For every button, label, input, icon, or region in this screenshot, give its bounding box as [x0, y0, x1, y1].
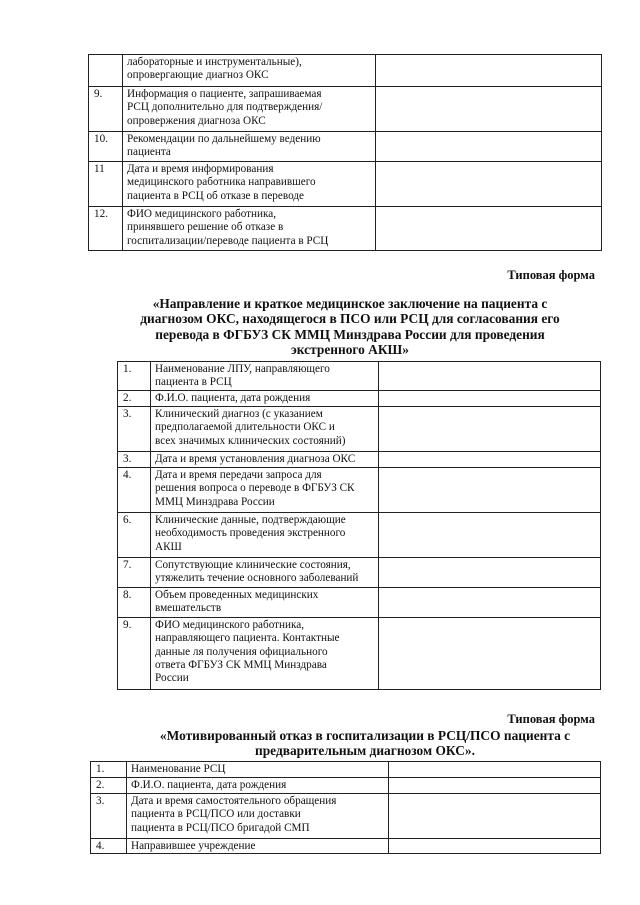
row-number: 4. — [118, 467, 151, 512]
row-value-cell[interactable] — [379, 557, 601, 587]
row-value-cell[interactable] — [376, 55, 602, 87]
table-continuation — [88, 54, 602, 251]
table-row — [91, 778, 601, 794]
row-value-cell[interactable] — [379, 617, 601, 689]
row-label: Дата и время передачи запроса для решения вопроса о переводе в ФГБУЗ СК ММЦ Минздрава России — [151, 467, 379, 512]
row-label: Дата и время информирования медицинского работника направившего пациента в РСЦ об отказе в переводе — [123, 162, 376, 207]
row-label: ФИО медицинского работника, принявшего решение об отказе в госпитализации/переводе пациента в РСЦ — [123, 207, 376, 251]
row-number: 3. — [91, 794, 127, 839]
row-label: Клинический диагноз (с указанием предполагаемой длительности ОКС и всех значимых клинических состояний) — [151, 406, 379, 451]
row-number: 2. — [118, 390, 151, 406]
row-number: 3. — [118, 451, 151, 467]
table-row — [91, 839, 601, 854]
table-row — [118, 587, 601, 617]
row-label: Ф.И.О. пациента, дата рождения — [151, 390, 379, 406]
row-number: 9. — [89, 87, 123, 132]
row-number: 9. — [118, 617, 151, 689]
row-label: Ф.И.О. пациента, дата рождения — [127, 778, 389, 794]
row-value-cell[interactable] — [379, 467, 601, 512]
table-referral — [117, 361, 601, 690]
table-row — [89, 132, 602, 162]
table-row — [89, 87, 602, 132]
row-label: лабораторные и инструментальные), опровергающие диагноз ОКС — [123, 55, 376, 87]
row-label: Объем проведенных медицинских вмешательств — [151, 587, 379, 617]
row-label: Клинические данные, подтверждающие необходимость проведения экстренного АКШ — [151, 512, 379, 557]
row-label: Наименование ЛПУ, направляющего пациента в РСЦ — [151, 362, 379, 391]
row-number: 1. — [118, 362, 151, 391]
table-row — [118, 406, 601, 451]
row-number: 11 — [89, 162, 123, 207]
row-value-cell[interactable] — [389, 778, 601, 794]
table-row — [89, 207, 602, 251]
row-value-cell[interactable] — [389, 762, 601, 778]
row-label: Направившее учреждение — [127, 839, 389, 854]
row-number: 1. — [91, 762, 127, 778]
row-value-cell[interactable] — [379, 390, 601, 406]
table-row — [118, 467, 601, 512]
row-number: 4. — [91, 839, 127, 854]
table-row — [118, 390, 601, 406]
row-number: 6. — [118, 512, 151, 557]
row-value-cell[interactable] — [379, 451, 601, 467]
form-type-label-2: Типовая форма — [507, 712, 595, 726]
table-row — [118, 362, 601, 391]
row-value-cell[interactable] — [389, 839, 601, 854]
row-value-cell[interactable] — [376, 162, 602, 207]
row-value-cell[interactable] — [379, 512, 601, 557]
table-row — [91, 794, 601, 839]
table-row — [118, 557, 601, 587]
row-value-cell[interactable] — [389, 794, 601, 839]
row-number: 8. — [118, 587, 151, 617]
row-number: 3. — [118, 406, 151, 451]
row-value-cell[interactable] — [376, 132, 602, 162]
row-label: Рекомендации по дальнейшему ведению пациента — [123, 132, 376, 162]
row-value-cell[interactable] — [379, 362, 601, 391]
table-row — [89, 55, 602, 87]
row-label: Наименование РСЦ — [127, 762, 389, 778]
row-number: 2. — [91, 778, 127, 794]
table-row — [118, 512, 601, 557]
table-row — [118, 617, 601, 689]
row-value-cell[interactable] — [376, 207, 602, 251]
form-type-label: Типовая форма — [507, 268, 595, 282]
row-value-cell[interactable] — [379, 406, 601, 451]
row-label: Информация о пациенте, запрашиваемая РСЦ дополнительно для подтверждения/ опровержения диагноза ОКС — [123, 87, 376, 132]
row-label: Дата и время самостоятельного обращения пациента в РСЦ/ПСО или доставки пациента в РСЦ/ПСО бригадой СМП — [127, 794, 389, 839]
row-number: 10. — [89, 132, 123, 162]
row-number: 7. — [118, 557, 151, 587]
table-row — [89, 162, 602, 207]
row-label: Дата и время установления диагноза ОКС — [151, 451, 379, 467]
form-heading-referral: «Направление и краткое медицинское заключение на пациента с диагнозом ОКС, находящегося в ПСО или РСЦ для согласования его перевода в ФГБУЗ СК ММЦ Минздрава России для проведения экстренного АКШ» — [140, 296, 560, 358]
table-refusal — [90, 761, 601, 854]
form-heading-refusal: «Мотивированный отказ в госпитализации в РСЦ/ПСО пациента с предварительным диагнозом ОКС». — [159, 728, 571, 759]
table-row — [118, 451, 601, 467]
row-value-cell[interactable] — [379, 587, 601, 617]
row-label: Сопутствующие клинические состояния, утяжелить течение основного заболеваний — [151, 557, 379, 587]
row-value-cell[interactable] — [376, 87, 602, 132]
table-row — [91, 762, 601, 778]
row-number: 12. — [89, 207, 123, 251]
row-number — [89, 55, 123, 87]
row-label: ФИО медицинского работника, направляющего пациента. Контактные данные ля получения официального ответа ФГБУЗ СК ММЦ Минздрава России — [151, 617, 379, 689]
